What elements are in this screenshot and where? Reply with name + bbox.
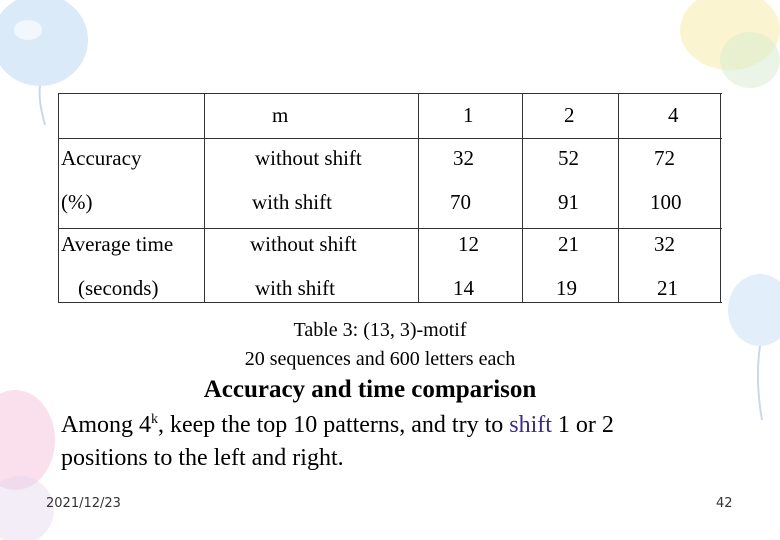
footer-date: 2021/12/23 (46, 496, 121, 511)
table-cell: 21 (657, 276, 678, 300)
table-cell: 100 (650, 190, 682, 214)
body-text: , keep the top 10 patterns, and try to (158, 412, 510, 438)
table-border-right (720, 93, 721, 303)
table-cell: 70 (450, 190, 471, 214)
body-text: positions to the left and right. (61, 445, 344, 471)
header-m: m (272, 103, 289, 127)
row-group-label: Average time (61, 232, 174, 256)
table-divider (58, 228, 722, 229)
section-heading: Accuracy and time comparison (203, 376, 537, 403)
table-cell: 32 (453, 146, 474, 170)
table-caption-line1: Table 3: (13, 3)-motif (293, 319, 467, 341)
table-cell: 32 (654, 232, 675, 256)
table-cell: 21 (558, 232, 579, 256)
row-variant-label: with shift (252, 190, 332, 214)
body-highlight-word: shift (509, 412, 552, 438)
table-cell: 14 (453, 276, 474, 300)
header-col-2: 2 (564, 103, 575, 127)
table-border-bottom (58, 302, 722, 303)
footer-page-number: 42 (716, 496, 733, 511)
table-border-left (58, 93, 59, 303)
table-divider (58, 138, 722, 139)
table-divider (204, 93, 205, 303)
row-variant-label: without shift (255, 146, 362, 170)
row-group-label: Accuracy (61, 146, 142, 170)
header-col-4: 4 (668, 103, 679, 127)
row-variant-label: with shift (255, 276, 335, 300)
body-paragraph (61, 409, 741, 475)
table-caption-line2: 20 sequences and 600 letters each (244, 348, 516, 370)
body-text: 1 or 2 (551, 412, 614, 438)
table-cell: 12 (458, 232, 479, 256)
body-text: Among 4 (61, 412, 151, 438)
body-superscript: k (151, 412, 158, 427)
table-divider (522, 93, 523, 303)
table-border-top (58, 93, 722, 94)
row-group-label: (%) (61, 190, 93, 214)
table-cell: 52 (558, 146, 579, 170)
table-cell: 91 (558, 190, 579, 214)
table-cell: 19 (556, 276, 577, 300)
row-variant-label: without shift (250, 232, 357, 256)
table-divider (418, 93, 419, 303)
table-divider (618, 93, 619, 303)
header-col-1: 1 (463, 103, 474, 127)
row-group-label: (seconds) (78, 276, 159, 300)
table-cell: 72 (654, 146, 675, 170)
